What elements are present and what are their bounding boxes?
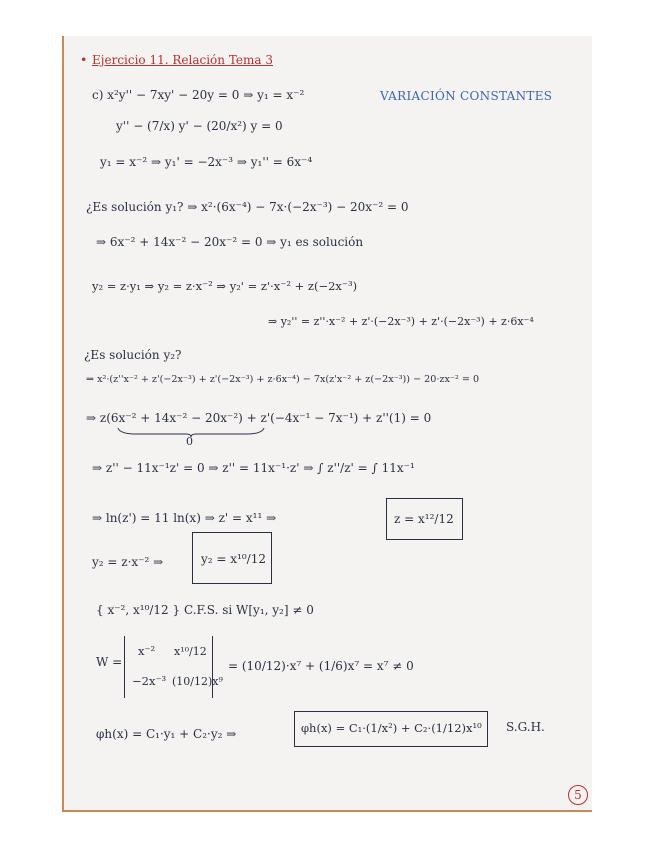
equation-line: ⇒ ln(z') = 11 ln(x) ⇒ z' = x¹¹ ⇒ — [92, 511, 277, 525]
equation-line: { x⁻², x¹⁰/12 } C.F.S. si W[y₁, y₂] ≠ 0 — [96, 603, 314, 617]
boxed-result — [192, 532, 272, 584]
page-number: 5 — [574, 788, 582, 802]
equation-line: y'' − (7/x) y' − (20/x²) y = 0 — [116, 119, 283, 133]
equation-line: ⇒ x²·(z''x⁻² + z'(−2x⁻³) + z'(−2x⁻³) + z·6x⁻⁴) − 7x(z'x⁻² + z(−2x⁻³)) − 20·zx⁻² = 0 — [86, 374, 480, 385]
equation-line: c) x²y'' − 7xy' − 20y = 0 ⇒ y₁ = x⁻² — [92, 88, 305, 102]
exercise-heading: Ejercicio 11. Relación Tema 3 — [92, 53, 273, 67]
equation-line: ⇒ 6x⁻² + 14x⁻² − 20x⁻² = 0 ⇒ y₁ es solución — [96, 235, 364, 249]
det-bar-left — [124, 636, 125, 698]
y2-result: y₂ = x¹⁰/12 — [201, 552, 266, 566]
general-solution: φh(x) = C₁·(1/x²) + C₂·(1/12)x¹⁰ — [301, 721, 482, 735]
equation-line: ¿Es solución y₂? — [84, 348, 182, 362]
equation-line: y₂ = z·x⁻² ⇒ — [92, 555, 164, 569]
matrix-cell: x¹⁰/12 — [174, 645, 207, 658]
det-bar-right — [212, 636, 213, 698]
equation-line: ⇒ y₂'' = z''·x⁻² + z'·(−2x⁻³) + z'·(−2x⁻³) + z·6x⁻⁴ — [268, 315, 534, 328]
sgh-label: S.G.H. — [506, 720, 545, 734]
page-number-circle — [568, 785, 588, 805]
method-label: VARIACIÓN CONSTANTES — [380, 89, 553, 103]
equation-line: ¿Es solución y₁? ⇒ x²·(6x⁻⁴) − 7x·(−2x⁻³) − 20x⁻² = 0 — [86, 200, 409, 214]
zero-label: 0 — [186, 435, 193, 448]
equation-line: y₂ = z·y₁ ⇒ y₂ = z·x⁻² ⇒ y₂' = z'·x⁻² + z(−2x⁻³) — [92, 279, 358, 293]
equation-line: ⇒ z'' − 11x⁻¹z' = 0 ⇒ z'' = 11x⁻¹·z' ⇒ ∫ z''/z' = ∫ 11x⁻¹ — [92, 461, 415, 475]
wronskian-label: W = — [96, 655, 123, 669]
matrix-cell: (10/12)x⁹ — [172, 675, 223, 688]
matrix-cell: x⁻² — [138, 644, 156, 658]
z-result: z = x¹²/12 — [394, 512, 454, 526]
equation-line: y₁ = x⁻² ⇒ y₁' = −2x⁻³ ⇒ y₁'' = 6x⁻⁴ — [100, 155, 313, 169]
matrix-cell: −2x⁻³ — [132, 674, 167, 688]
equation-line: ⇒ z(6x⁻² + 14x⁻² − 20x⁻²) + z'(−4x⁻¹ − 7x⁻¹) + z''(1) = 0 — [86, 411, 432, 425]
equation-line: φh(x) = C₁·y₁ + C₂·y₂ ⇒ — [96, 727, 237, 741]
boxed-result — [294, 711, 488, 747]
equation-line: = (10/12)·x⁷ + (1/6)x⁷ = x⁷ ≠ 0 — [228, 659, 414, 673]
bullet: • — [80, 52, 88, 67]
boxed-result — [386, 498, 463, 540]
